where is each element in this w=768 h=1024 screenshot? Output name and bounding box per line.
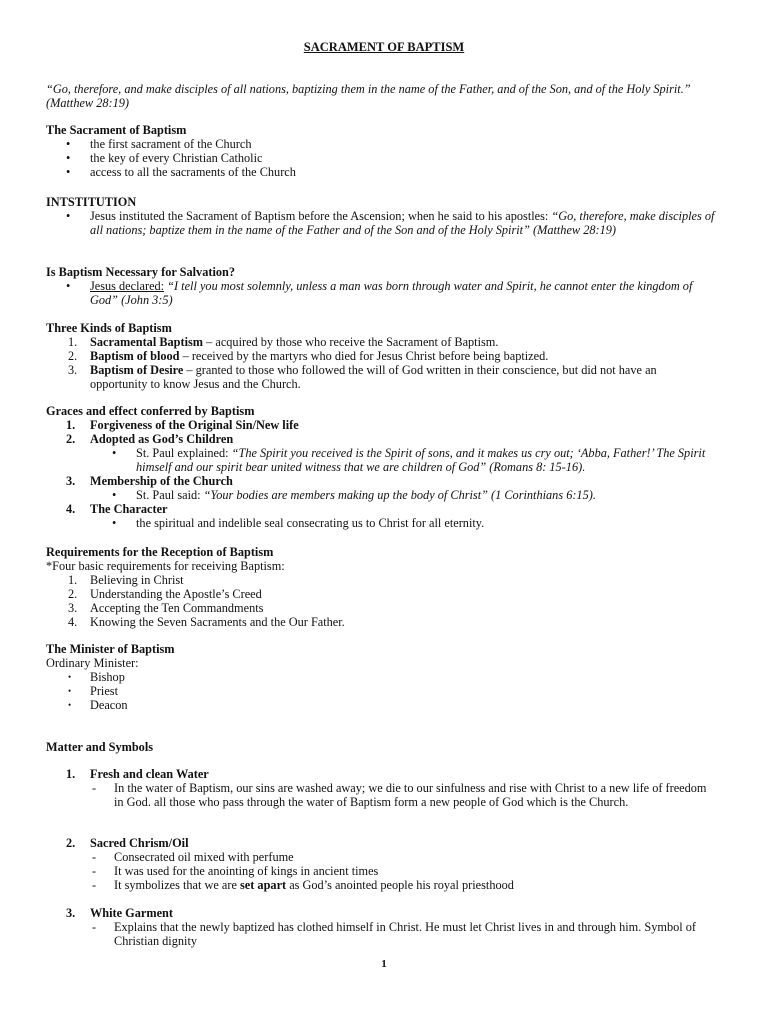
necessary-lead: Jesus declared: bbox=[90, 279, 165, 293]
list-item: • the spiritual and indelible seal consecrating us to Christ for all eternity. bbox=[46, 516, 716, 530]
item-number: 1. bbox=[66, 418, 76, 432]
list-item bbox=[46, 349, 716, 363]
matter-chrism bbox=[46, 836, 716, 892]
section-heading: Requirements for the Reception of Baptism bbox=[46, 545, 274, 559]
list-item bbox=[46, 587, 716, 601]
item-number: 4. bbox=[66, 502, 76, 516]
item-text: as God’s anointed people his royal priesthood bbox=[286, 878, 514, 892]
numbered-list bbox=[46, 573, 716, 629]
item-term: Baptism of blood bbox=[90, 349, 180, 363]
item-number: 3. bbox=[68, 601, 78, 615]
item-term: Sacred Chrism/Oil bbox=[90, 836, 189, 850]
list-item: • the key of every Christian Catholic bbox=[46, 151, 716, 165]
list-item bbox=[46, 209, 716, 237]
matter-water bbox=[46, 767, 716, 809]
list-item bbox=[46, 601, 716, 615]
section-heading-matter: Matter and Symbols bbox=[46, 740, 154, 754]
sub-bullet-list bbox=[46, 488, 716, 502]
section-heading: The Minister of Baptism bbox=[46, 642, 175, 656]
list-item bbox=[46, 615, 716, 629]
necessary-quote: “I tell you most solemnly, unless a man was born through water and Spirit, he cannot enter the kingdom of God” (John 3:5) bbox=[90, 279, 693, 307]
numbered-list bbox=[46, 906, 716, 920]
list-item: - In the water of Baptism, our sins are washed away; we die to our sinfulness and rise with Christ to a new life of freedom in God. all those who pass through the water of Baptism form a new people of God which is the Church. bbox=[46, 781, 716, 809]
item-text: Accepting the Ten Commandments bbox=[90, 601, 264, 615]
list-item bbox=[46, 488, 716, 502]
item-text: – acquired by those who receive the Sacrament of Baptism. bbox=[203, 335, 499, 349]
section-graces bbox=[46, 404, 716, 530]
item-term: Adopted as God’s Children bbox=[90, 432, 234, 446]
item-term: Sacramental Baptism bbox=[90, 335, 204, 349]
list-item bbox=[46, 878, 716, 892]
institution-quote: “Go, therefore, make disciples of all nations; baptize them in the name of the Father and of the Son and of the Holy Spirit” (Matthew 28:19) bbox=[90, 209, 715, 237]
item-text: – granted to those who followed the will of God written in their conscience, but did not have an opportunity to know Jesus and the Church. bbox=[90, 363, 657, 391]
section-heading: Three Kinds of Baptism bbox=[46, 321, 172, 335]
sub-quote: “The Spirit you received is the Spirit of sons, and it makes us cry out; ‘Abba, Father!’ The Spirit himself and our spirit bear united witness that we are children of God” (Romans 8: 15-16). bbox=[136, 446, 706, 474]
section-kinds bbox=[46, 321, 716, 391]
list-item: • the first sacrament of the Church bbox=[46, 137, 716, 151]
item-term: Fresh and clean Water bbox=[90, 767, 209, 781]
list-item bbox=[46, 767, 716, 781]
sub-bullet-list bbox=[46, 446, 716, 474]
list-item bbox=[46, 432, 716, 446]
item-term: Baptism of Desire bbox=[90, 363, 184, 377]
numbered-list bbox=[46, 335, 716, 391]
section-heading: Graces and effect conferred by Baptism bbox=[46, 404, 255, 418]
item-number: 2. bbox=[66, 836, 76, 850]
item-text: Understanding the Apostle’s Creed bbox=[90, 587, 262, 601]
epigraph-quote: “Go, therefore, and make disciples of all nations, baptizing them in the name of the Father, and of the Son, and of the Holy Spirit.” (Matthew 28:19) bbox=[46, 82, 691, 110]
list-item bbox=[46, 502, 716, 516]
sub-lead: St. Paul explained: bbox=[136, 446, 232, 460]
numbered-list bbox=[46, 836, 716, 850]
item-number: 1. bbox=[68, 335, 78, 349]
item-number: 4. bbox=[68, 615, 78, 629]
numbered-list bbox=[46, 418, 716, 446]
item-emphasis: set apart bbox=[240, 878, 287, 892]
item-text: Believing in Christ bbox=[90, 573, 184, 587]
list-item bbox=[46, 418, 716, 432]
list-item bbox=[46, 474, 716, 488]
item-number: 2. bbox=[68, 349, 78, 363]
list-item: - Explains that the newly baptized has clothed himself in Christ. He must let Christ lives in and through him. Symbol of Christian dignity bbox=[46, 920, 716, 948]
item-text: It symbolizes that we are bbox=[114, 878, 241, 892]
dash-list bbox=[46, 850, 716, 892]
item-number: 3. bbox=[66, 474, 76, 488]
list-item: - It was used for the anointing of kings in ancient times bbox=[46, 864, 716, 878]
list-item: • Priest bbox=[46, 684, 716, 698]
list-item: • access to all the sacraments of the Church bbox=[46, 165, 716, 179]
section-necessary bbox=[46, 265, 716, 307]
section-requirements bbox=[46, 545, 716, 629]
section-intro: Ordinary Minister: bbox=[46, 656, 139, 670]
list-item bbox=[46, 573, 716, 587]
section-minister bbox=[46, 642, 716, 712]
list-item bbox=[46, 279, 716, 307]
bullet-list bbox=[46, 670, 716, 712]
item-number: 2. bbox=[68, 587, 78, 601]
bullet-list bbox=[46, 279, 716, 307]
list-item bbox=[46, 335, 716, 349]
sub-lead: St. Paul said: bbox=[136, 488, 204, 502]
section-institution bbox=[46, 195, 716, 237]
item-term: Membership of the Church bbox=[90, 474, 233, 488]
dash-list bbox=[46, 781, 716, 809]
section-intro: *Four basic requirements for receiving Baptism: bbox=[46, 559, 285, 573]
numbered-list bbox=[46, 767, 716, 781]
item-term: Forgiveness of the Original Sin/New life bbox=[90, 418, 299, 432]
list-item: • Bishop bbox=[46, 670, 716, 684]
list-item: - Consecrated oil mixed with perfume bbox=[46, 850, 716, 864]
numbered-list bbox=[46, 502, 716, 516]
page-number: 1 bbox=[381, 958, 387, 970]
matter-garment bbox=[46, 906, 716, 948]
sub-quote: “Your bodies are members making up the body of Christ” (1 Corinthians 6:15). bbox=[203, 488, 596, 502]
document-title: SACRAMENT OF BAPTISM bbox=[303, 40, 465, 54]
item-text: Knowing the Seven Sacraments and the Our Father. bbox=[90, 615, 345, 629]
dash-list bbox=[46, 920, 716, 948]
bullet-list bbox=[46, 209, 716, 237]
list-item bbox=[46, 446, 716, 474]
item-term: White Garment bbox=[90, 906, 173, 920]
institution-text: Jesus instituted the Sacrament of Baptism before the Ascension; when he said to his apostles: bbox=[90, 209, 552, 223]
item-number: 2. bbox=[66, 432, 76, 446]
item-number: 1. bbox=[68, 573, 78, 587]
item-number: 3. bbox=[68, 363, 78, 377]
item-text: – received by the martyrs who died for Jesus Christ before being baptized. bbox=[179, 349, 549, 363]
numbered-list bbox=[46, 474, 716, 488]
list-item bbox=[46, 836, 716, 850]
section-heading: INTSTITUTION bbox=[46, 195, 137, 209]
list-item bbox=[46, 906, 716, 920]
bullet-list bbox=[46, 137, 716, 179]
section-heading: Is Baptism Necessary for Salvation? bbox=[46, 265, 236, 279]
sub-bullet-list bbox=[46, 516, 716, 530]
list-item bbox=[46, 363, 716, 391]
item-number: 1. bbox=[66, 767, 76, 781]
section-sacrament bbox=[46, 123, 716, 179]
item-term: The Character bbox=[90, 502, 168, 516]
section-heading: The Sacrament of Baptism bbox=[46, 123, 187, 137]
item-number: 3. bbox=[66, 906, 76, 920]
list-item: • Deacon bbox=[46, 698, 716, 712]
